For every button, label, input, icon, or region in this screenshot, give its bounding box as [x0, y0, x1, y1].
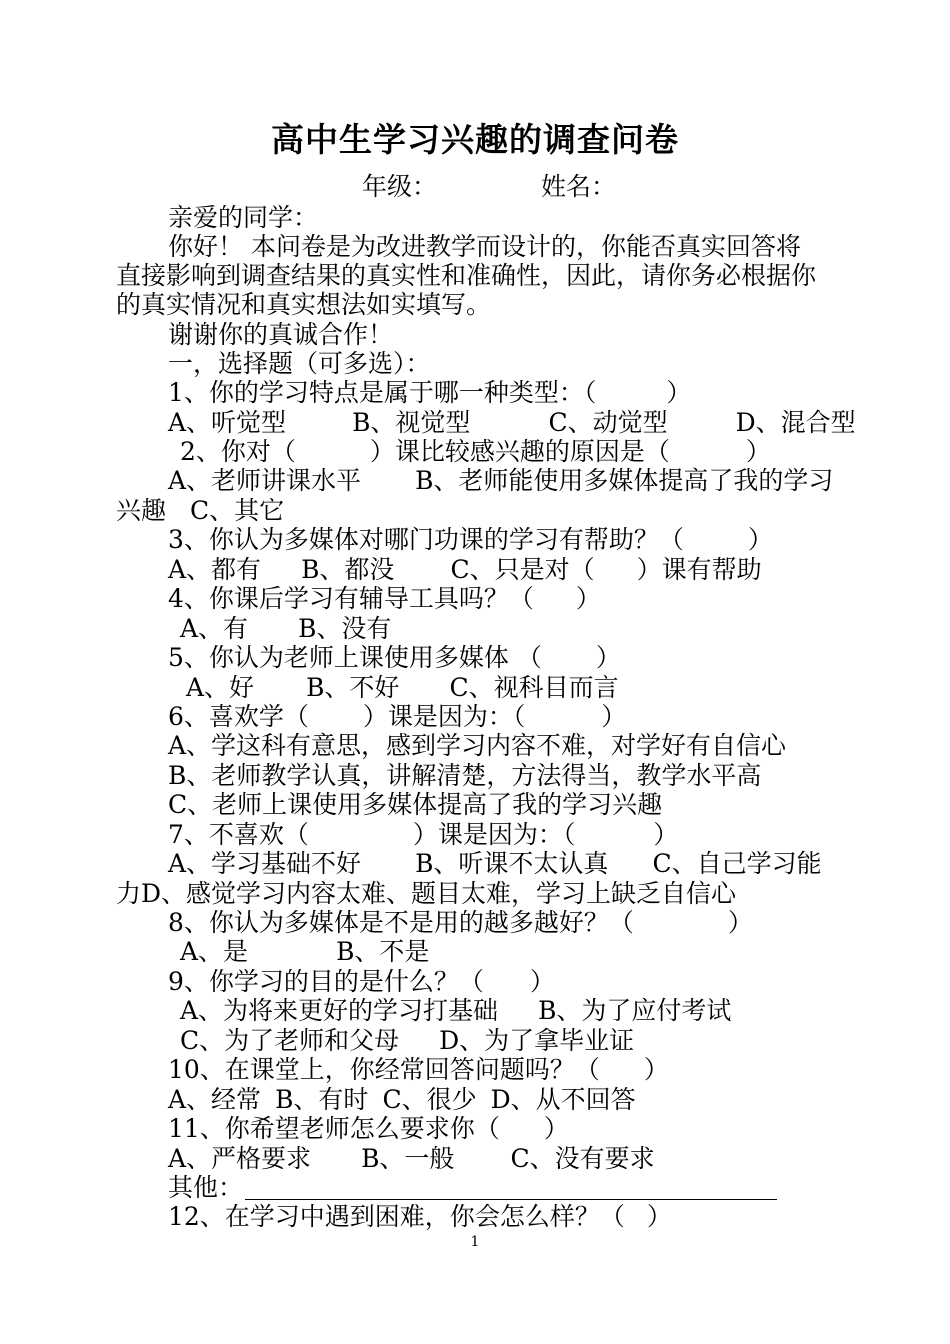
question-8: 8、你认为多媒体是不是用的越多越好？（ ）: [168, 908, 753, 937]
other-fill-line: [245, 1199, 777, 1200]
intro-line-2: 直接影响到调查结果的真实性和准确性，因此，请你务必根据你: [116, 261, 817, 290]
thanks-line: 谢谢你的真诚合作！: [168, 320, 394, 349]
question-10-options: A、经常 B、有时 C、很少 D、从不回答: [168, 1085, 636, 1114]
question-7-options: A、学习基础不好 B、听课不太认真 C、自己学习能: [168, 849, 822, 878]
question-9-options-2: C、为了老师和父母 D、为了拿毕业证: [180, 1026, 635, 1055]
question-6-option-c: C、老师上课使用多媒体提高了我的学习兴趣: [168, 790, 663, 819]
question-7-options-cont: 力D、感觉学习内容太难、题目太难，学习上缺乏自信心: [116, 879, 737, 908]
question-9: 9、你学习的目的是什么？（ ）: [168, 967, 555, 996]
question-2-options-cont: 兴趣 C、其它: [116, 496, 285, 525]
question-7: 7、不喜欢（ ）课是因为：（ ）: [168, 820, 679, 849]
question-6-option-a: A、学这科有意思，感到学习内容不难，对学好有自信心: [168, 731, 787, 760]
question-6: 6、喜欢学（ ）课是因为：（ ）: [168, 702, 627, 731]
question-3: 3、你认为多媒体对哪门功课的学习有帮助？（ ）: [168, 525, 773, 554]
name-label: 姓名：: [541, 172, 617, 201]
grade-name-line: [362, 172, 616, 202]
question-2: 2、你对（ ）课比较感兴趣的原因是（ ）: [180, 437, 771, 466]
question-9-options-1: A、为将来更好的学习打基础 B、为了应付考试: [180, 996, 732, 1025]
question-4: 4、你课后学习有辅导工具吗？（ ）: [168, 584, 601, 613]
question-1: 1、你的学习特点是属于哪一种类型：（ ）: [168, 378, 692, 407]
question-5-options: A、好 B、不好 C、视科目而言: [186, 673, 619, 702]
question-1-options: A、听觉型 B、视觉型 C、动觉型 D、混合型: [168, 408, 856, 437]
intro-line-1: 你好！ 本问卷是为改进教学而设计的，你能否真实回答将: [168, 232, 801, 261]
question-11-other: [168, 1173, 777, 1203]
question-4-options: A、有 B、没有: [180, 614, 392, 643]
question-11: 11、你希望老师怎么要求你（ ）: [168, 1114, 569, 1143]
section-heading: 一，选择题（可多选）：: [168, 349, 431, 378]
question-10: 10、在课堂上，你经常回答问题吗？（ ）: [168, 1055, 669, 1084]
question-2-options: A、老师讲课水平 B、老师能使用多媒体提高了我的学习: [168, 466, 834, 495]
intro-line-3: 的真实情况和真实想法如实填写。: [116, 290, 492, 319]
page-number: 1: [470, 1234, 480, 1250]
question-11-options: A、严格要求 B、一般 C、没有要求: [168, 1144, 655, 1173]
page-title: 高中生学习兴趣的调查问卷: [271, 120, 679, 159]
question-8-options: A、是 B、不是: [180, 937, 430, 966]
question-3-options: A、都有 B、都没 C、只是对（ ）课有帮助: [168, 555, 762, 584]
question-5: 5、你认为老师上课使用多媒体 （ ）: [168, 643, 621, 672]
question-6-option-b: B、老师教学认真，讲解清楚，方法得当，教学水平高: [168, 761, 762, 790]
greeting: 亲爱的同学：: [168, 203, 319, 232]
other-label: 其他：: [168, 1173, 244, 1202]
question-12: 12、在学习中遇到困难，你会怎么样？（ ）: [168, 1202, 672, 1231]
grade-label: 年级：: [362, 172, 438, 201]
